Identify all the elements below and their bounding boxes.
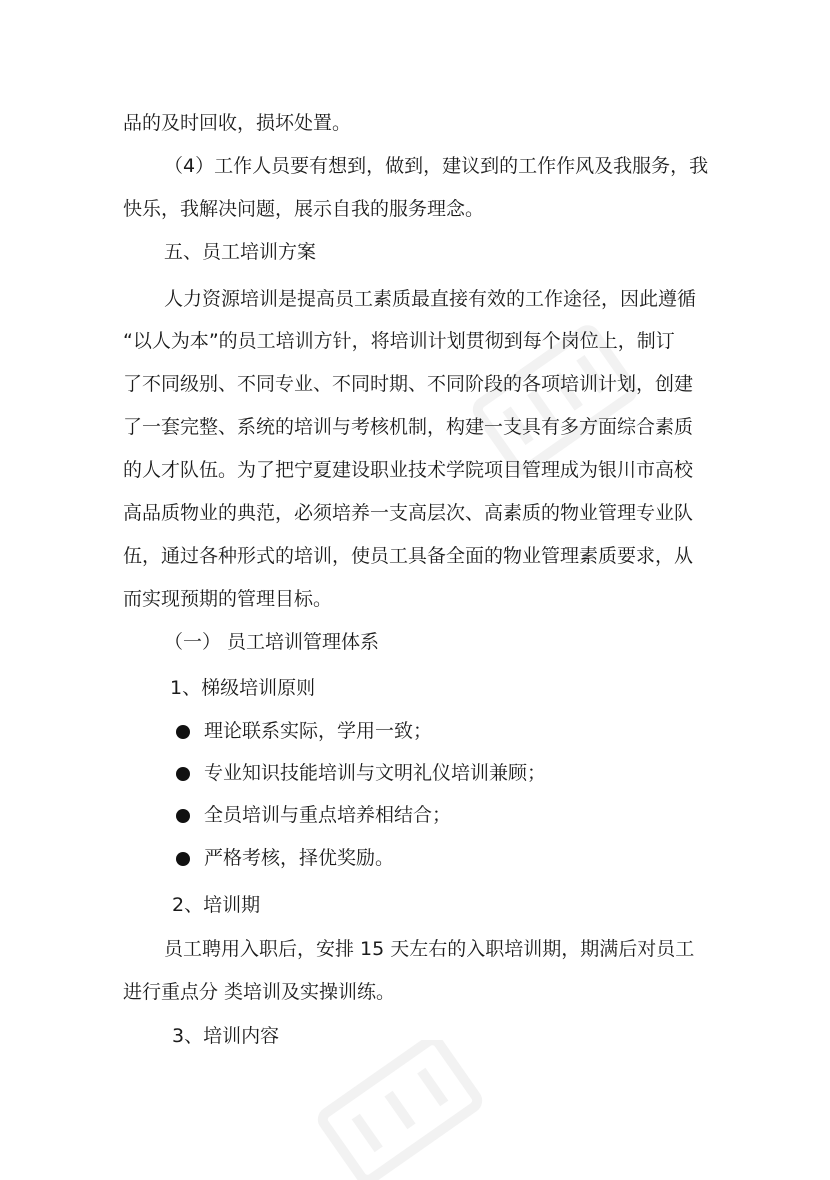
bullet-icon (176, 809, 190, 823)
bullet-icon (176, 725, 190, 739)
text-line: “以人为本”的员工培训方针，将培训计划贯彻到每个岗位上，制订 (123, 330, 675, 352)
text-line: 品的及时回收，损坏处置。 (123, 112, 352, 134)
bullet-icon (176, 767, 190, 781)
text-line: 而实现预期的管理目标。 (123, 588, 333, 610)
text-line: （4）工作人员要有想到，做到，建议到的工作作风及我服务，我 (164, 155, 709, 177)
subsection-heading: （一） 员工培训管理体系 (164, 631, 380, 653)
text-line: 进行重点分 类培训及实操训练。 (123, 981, 396, 1003)
text-line: 高品质物业的典范，必须培养一支高层次、高素质的物业管理专业队 (123, 502, 694, 524)
text-line: 的人才队伍。为了把宁夏建设职业技术学院项目管理成为银川市高校 (123, 459, 694, 481)
text-line: 员工聘用入职后，安排 15 天左右的入职培训期，期满后对员工 (164, 938, 695, 960)
text-line: 了不同级别、不同专业、不同时期、不同阶段的各项培训计划，创建 (123, 373, 694, 395)
watermark-stamp (300, 1040, 500, 1180)
text-line: 快乐，我解决问题，展示自我的服务理念。 (123, 198, 485, 220)
bullet-item: 严格考核，择优奖励。 (204, 847, 395, 869)
subsection-heading: 2、培训期 (172, 894, 261, 916)
bullet-icon (176, 852, 190, 866)
subsection-heading: 3、培训内容 (172, 1025, 280, 1047)
bullet-item: 理论联系实际，学用一致； (204, 720, 433, 742)
bullet-item: 全员培训与重点培养相结合； (204, 804, 452, 826)
text-line: 伍，通过各种形式的培训，使员工具备全面的物业管理素质要求，从 (123, 545, 694, 567)
section-heading: 五、员工培训方案 (164, 241, 317, 263)
text-line: 了一套完整、系统的培训与考核机制，构建一支具有多方面综合素质 (123, 416, 694, 438)
bullet-item: 专业知识技能培训与文明礼仪培训兼顾； (204, 762, 547, 784)
text-line: 人力资源培训是提高员工素质最直接有效的工作途径，因此遵循 (164, 288, 697, 310)
subsection-heading: 1、梯级培训原则 (170, 677, 316, 699)
